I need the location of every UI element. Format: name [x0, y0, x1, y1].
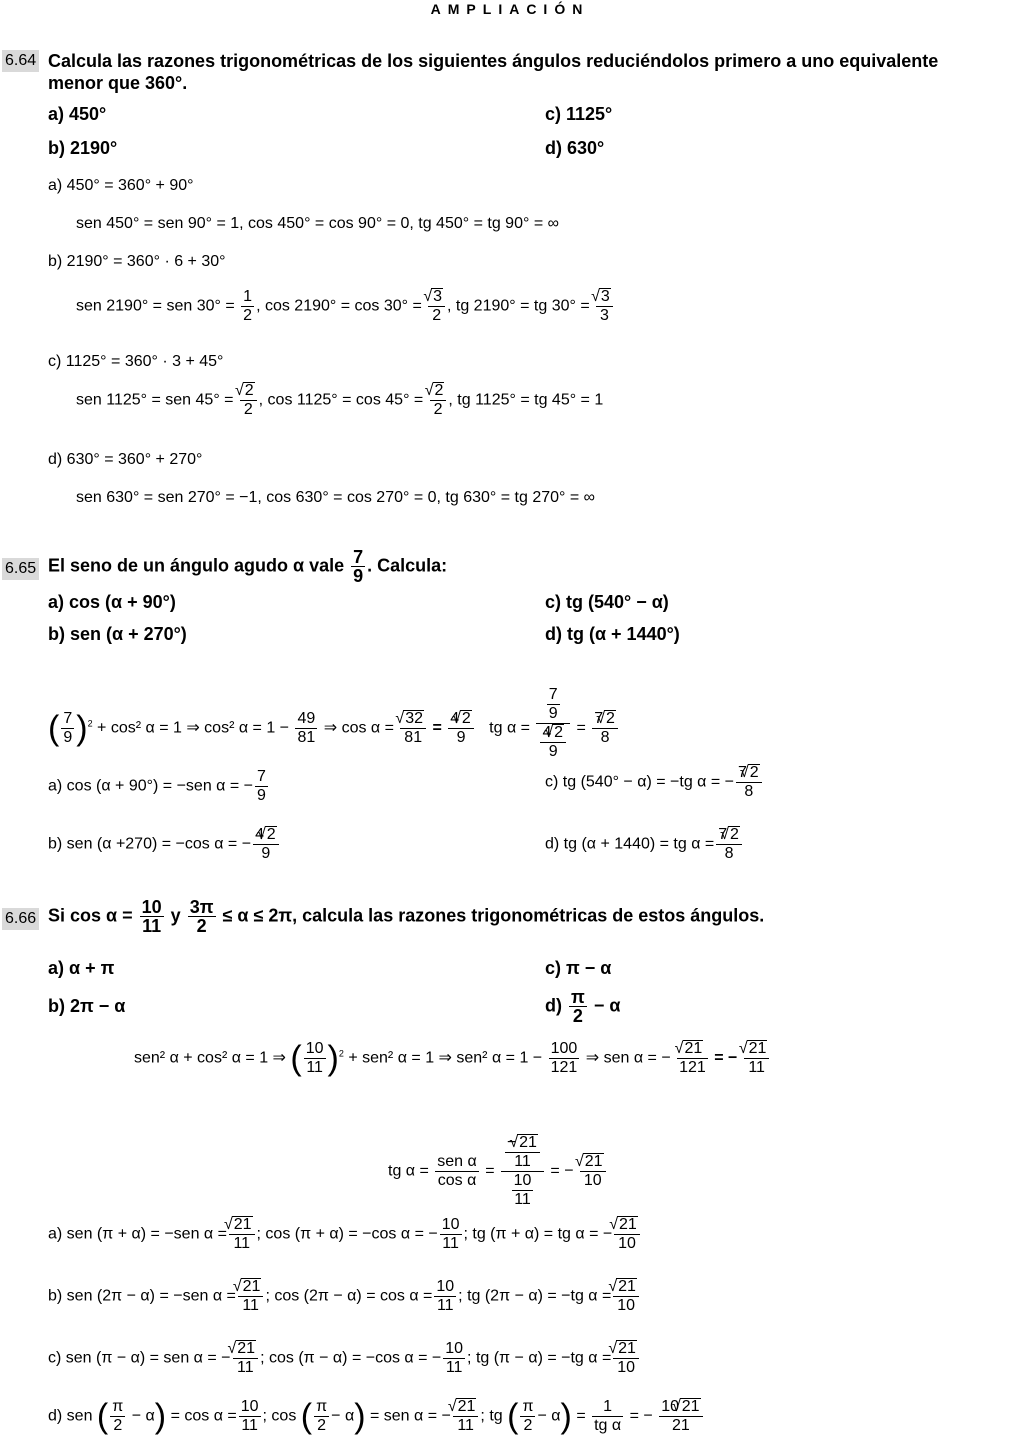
problem-statement: Si cos α = $\frac{10}{11}$ y $\frac{3\pi}{2}$ ≤ α ≤ 2π, calcula las razones trigonométricas de estos ángulos.: [48, 897, 765, 936]
option-c: c) tg (540° − α): [545, 592, 669, 612]
page-header: AMPLIACIÓN: [430, 1, 590, 17]
solution-b: b) sen (α +270) = −cos α = − $\frac{4√ 2}{9}$: [48, 826, 281, 863]
problem-number: 6.64: [2, 50, 39, 72]
identity-equation: sen² α + cos² α = 1 ⇒ ( $\frac{10}{11}$ )$^2$ + sen² α = 1 ⇒ sen² α = 1 − $\frac{100}{121}$ ⇒ sen α = − √ $\frac{21}{121}$ = − √ $\frac{21}{11}$: [134, 1040, 771, 1077]
problem-number: 6.65: [2, 558, 39, 580]
solution-b-line2: sen 2190° = sen 30° = $\frac{1}{2}$ , cos 2190° = cos 30° = √ $\frac{3}{2}$ , tg 2190° = tg 30° = √ $\frac{3}{3}$: [76, 288, 615, 325]
option-d: d) 630°: [545, 138, 605, 158]
solution-d: d) sen ( $\frac{\pi}{2}$ − α) = cos α = $\frac{10}{11}$ ; cos ( $\frac{\pi}{2}$ − α) = sen α = − √ $\frac{21}{11}$ ; tg ( $\frac{\pi}{2}$ − α) = $\frac{1}{\text{tg α}}$ = − $\frac{10√ 21}{21}$: [48, 1398, 705, 1435]
solution-a: a) sen (π + α) = −sen α = √ $\frac{21}{11}$ ; cos (π + α) = −cos α = − $\frac{10}{11}$ ; tg (π + α) = tg α = − √ $\frac{21}{10}$: [48, 1216, 642, 1253]
option-b: b) sen (α + 270°): [48, 624, 187, 644]
solution-c: c) tg (540° − α) = −tg α = − $\frac{7√ 2}{8}$: [545, 764, 764, 801]
option-c: c) 1125°: [545, 104, 613, 124]
solution-c: c) sen (π − α) = sen α = − √ $\frac{21}{11}$ ; cos (π − α) = −cos α = − $\frac{10}{11}$ ; tg (π − α) = −tg α = √ $\frac{21}{10}$: [48, 1340, 641, 1377]
option-c: c) π − α: [545, 958, 612, 978]
problem-statement: Calcula las razones trigonométricas de los siguientes ángulos reduciéndolos primero a uno equivalente menor que 360°.: [48, 51, 939, 93]
solution-b: b) sen (2π − α) = −sen α = √ $\frac{21}{11}$ ; cos (2π − α) = cos α = $\frac{10}{11}$ ; tg (2π − α) = −tg α = √ $\frac{21}{10}$: [48, 1278, 641, 1315]
tangent-equation: tg α = $\frac{\text{sen α}}{\text{cos α}}$ = $\frac{\frac{-√ 21}{11}}{\frac{10}{11}}$ = − √ $\frac{21}{10}$: [388, 1100, 608, 1209]
option-a: a) cos (α + 90°): [48, 592, 176, 612]
solution-c-line2: sen 1125° = sen 45° = √ $\frac{2}{2}$ , cos 1125° = cos 45° = √ $\frac{2}{2}$ , tg 1125° = tg 45° = 1: [76, 382, 603, 419]
option-b: b) 2190°: [48, 138, 118, 158]
solution-b-line1: b) 2190° = 360° · 6 + 30°: [48, 253, 226, 270]
solution-d-line2: sen 630° = sen 270° = −1, cos 630° = cos 270° = 0, tg 630° = tg 270° = ∞: [76, 489, 596, 506]
problem-statement: El seno de un ángulo agudo α vale $\frac{7}{9}$ . Calcula:: [48, 547, 448, 586]
identity-equation: ( $\frac{7}{9}$ )$^2$ + cos² α = 1 ⇒ cos² α = 1 − $\frac{49}{81}$ ⇒ cos α = √ $\frac{32}{81}$ = $\frac{4√ 2}{9}$ tg α = $\frac{\frac{7}{9}}{\frac{4√ 2}{9}}$ = $\frac{7√ 2}{8}$: [48, 662, 620, 761]
solution-a-line2: sen 450° = sen 90° = 1, cos 450° = cos 90° = 0, tg 450° = tg 90° = ∞: [76, 215, 560, 232]
option-d: d) $\frac{\pi}{2}$ − α: [545, 987, 621, 1026]
solution-c-line1: c) 1125° = 360° · 3 + 45°: [48, 353, 224, 370]
problem-number: 6.66: [2, 908, 39, 930]
option-a: a) 450°: [48, 104, 107, 124]
solution-a-line1: a) 450° = 360° + 90°: [48, 177, 194, 194]
option-d: d) tg (α + 1440°): [545, 624, 680, 644]
solution-d: d) tg (α + 1440) = tg α = $\frac{7√ 2}{8}$: [545, 826, 744, 863]
solution-d-line1: d) 630° = 360° + 270°: [48, 451, 203, 468]
option-b: b) 2π − α: [48, 996, 126, 1016]
solution-a: a) cos (α + 90°) = −sen α = − $\frac{7}{9}$: [48, 768, 266, 804]
option-a: a) α + π: [48, 958, 115, 978]
